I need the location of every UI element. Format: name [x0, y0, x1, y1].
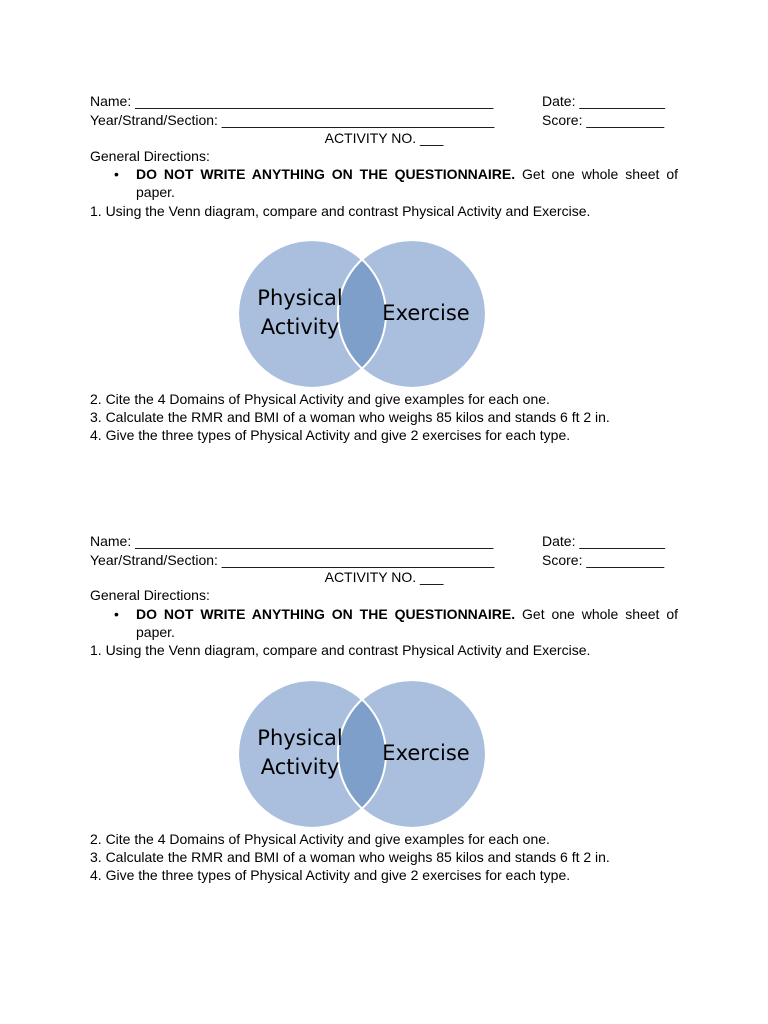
score-field-label: Score: __________	[542, 552, 665, 568]
question-4: 4. Give the three types of Physical Activity and give 2 exercises for each type.	[90, 867, 571, 883]
direction-emphasis: DO NOT WRITE ANYTHING ON THE QUESTIONNAIRE.	[136, 166, 516, 182]
bullet-marker: •	[114, 166, 119, 182]
section-field-label: Year/Strand/Section: ___________________________________	[90, 552, 495, 568]
bullet-marker: •	[114, 606, 119, 622]
direction-emphasis: DO NOT WRITE ANYTHING ON THE QUESTIONNAIRE.	[136, 606, 516, 622]
activity-number-label: ACTIVITY NO. ___	[324, 569, 444, 585]
general-directions-heading: General Directions:	[90, 148, 210, 164]
question-3: 3. Calculate the RMR and BMI of a woman who weighs 85 kilos and stands 6 ft 2 in.	[90, 849, 610, 865]
direction-rest: Get one whole sheet of paper.	[136, 606, 679, 640]
venn-diagram	[236, 678, 490, 830]
venn-right-label: Exercise	[382, 301, 470, 325]
venn-left-label-line2: Activity	[260, 755, 340, 779]
direction-item	[136, 165, 678, 201]
question-2: 2. Cite the 4 Domains of Physical Activity and give examples for each one.	[90, 831, 550, 847]
venn-left-label-line1: Physical	[257, 726, 343, 750]
direction-item	[136, 605, 678, 641]
venn-diagram	[236, 238, 490, 390]
venn-left-label-line2: Activity	[260, 315, 340, 339]
date-field-label: Date: ___________	[542, 93, 665, 109]
question-2: 2. Cite the 4 Domains of Physical Activity and give examples for each one.	[90, 391, 550, 407]
general-directions-heading: General Directions:	[90, 587, 210, 603]
name-field-label: Name: ______________________________________________	[90, 93, 494, 109]
question-1: 1. Using the Venn diagram, compare and contrast Physical Activity and Exercise.	[90, 203, 591, 219]
venn-left-label-line1: Physical	[257, 286, 343, 310]
question-1: 1. Using the Venn diagram, compare and contrast Physical Activity and Exercise.	[90, 642, 591, 658]
question-3: 3. Calculate the RMR and BMI of a woman who weighs 85 kilos and stands 6 ft 2 in.	[90, 409, 610, 425]
name-field-label: Name: ______________________________________________	[90, 533, 494, 549]
activity-number-label: ACTIVITY NO. ___	[324, 130, 444, 146]
date-field-label: Date: ___________	[542, 533, 665, 549]
score-field-label: Score: __________	[542, 112, 665, 128]
direction-rest: Get one whole sheet of paper.	[136, 166, 679, 200]
venn-right-label: Exercise	[382, 741, 470, 765]
section-field-label: Year/Strand/Section: ___________________________________	[90, 112, 495, 128]
question-4: 4. Give the three types of Physical Activity and give 2 exercises for each type.	[90, 427, 571, 443]
